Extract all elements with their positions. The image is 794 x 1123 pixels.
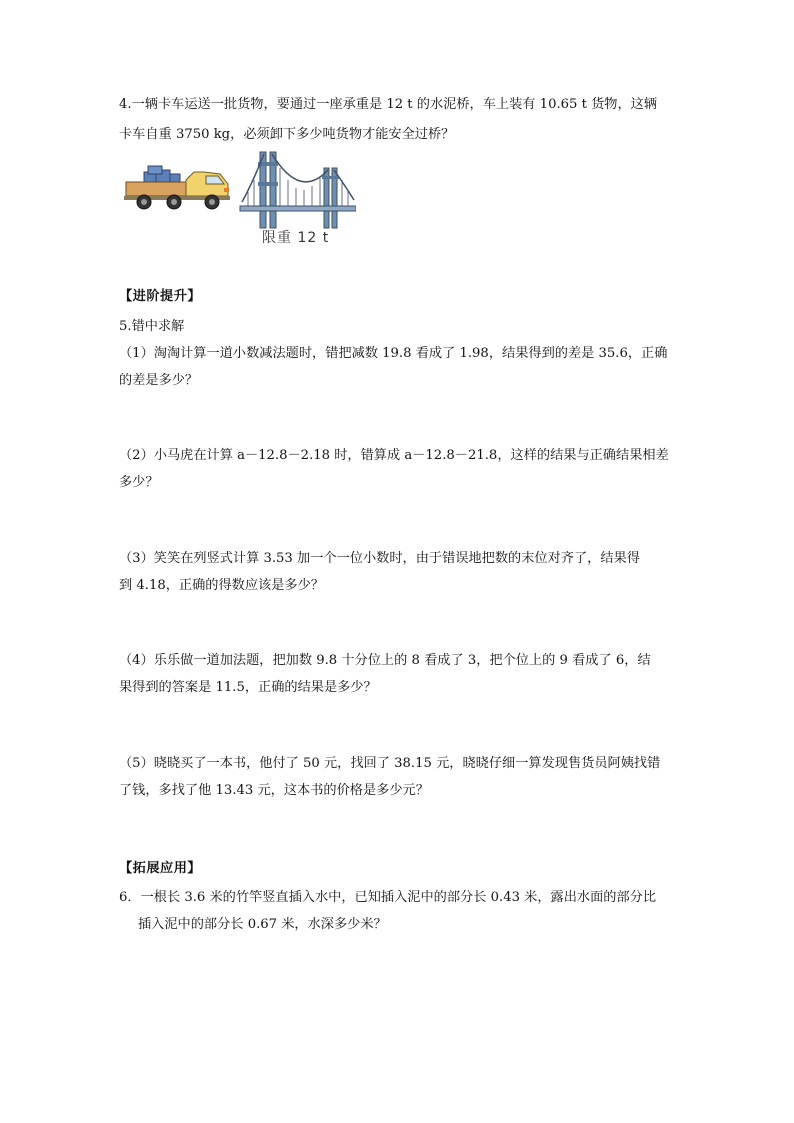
q5-part3-line1: （3）笑笑在列竖式计算 3.53 加一个一位小数时，由于错误地把数的末位对齐了，结果得 — [119, 551, 640, 566]
bridge-weight-limit-label: 限重 12 t — [262, 230, 330, 246]
q4-text-line2: 卡车自重 3750 kg，必须卸下多少吨货物才能安全过桥？ — [119, 127, 455, 142]
section-heading-extension: 【拓展应用】 — [119, 861, 202, 876]
q6-text-line2: 插入泥中的部分长 0.67 米，水深多少米？ — [138, 917, 387, 932]
q5-part4-line1: （4）乐乐做一道加法题，把加数 9.8 十分位上的 8 看成了 3，把个位上的 9 看成了 6，结 — [119, 653, 651, 668]
q5-title: 5.错中求解 — [119, 319, 185, 334]
q6-text-line1: 6．一根长 3.6 米的竹竿竖直插入水中，已知插入泥中的部分长 0.43 米，露出水面的部分比 — [119, 890, 657, 905]
q5-part5-line2: 了钱，多找了他 13.43 元，这本书的价格是多少元？ — [119, 783, 429, 798]
q5-part1-line2: 的差是多少？ — [119, 373, 199, 388]
section-heading-advanced: 【进阶提升】 — [119, 289, 202, 304]
q5-part2-line2: 多少？ — [119, 475, 159, 490]
q4-text-line1: 4.一辆卡车运送一批货物，要通过一座承重是 12 t 的水泥桥，车上装有 10.65 t 货物，这辆 — [119, 97, 658, 112]
truck-icon — [124, 166, 230, 209]
suspension-bridge-icon — [240, 152, 356, 228]
q5-part1-line1: （1）淘淘计算一道小数减法题时，错把减数 19.8 看成了 1.98，结果得到的差是 35.6，正确 — [119, 346, 668, 361]
q5-part2-line1: （2）小马虎在计算 a－12.8－2.18 时，错算成 a－12.8－21.8，这样的结果与正确结果相差 — [119, 448, 669, 463]
q5-part5-line1: （5）晓晓买了一本书，他付了 50 元，找回了 38.15 元，晓晓仔细一算发现售货员阿姨找错 — [119, 756, 661, 771]
q5-part4-line2: 果得到的答案是 11.5，正确的结果是多少？ — [119, 680, 377, 695]
q5-part3-line2: 到 4.18，正确的得数应该是多少？ — [119, 578, 324, 593]
